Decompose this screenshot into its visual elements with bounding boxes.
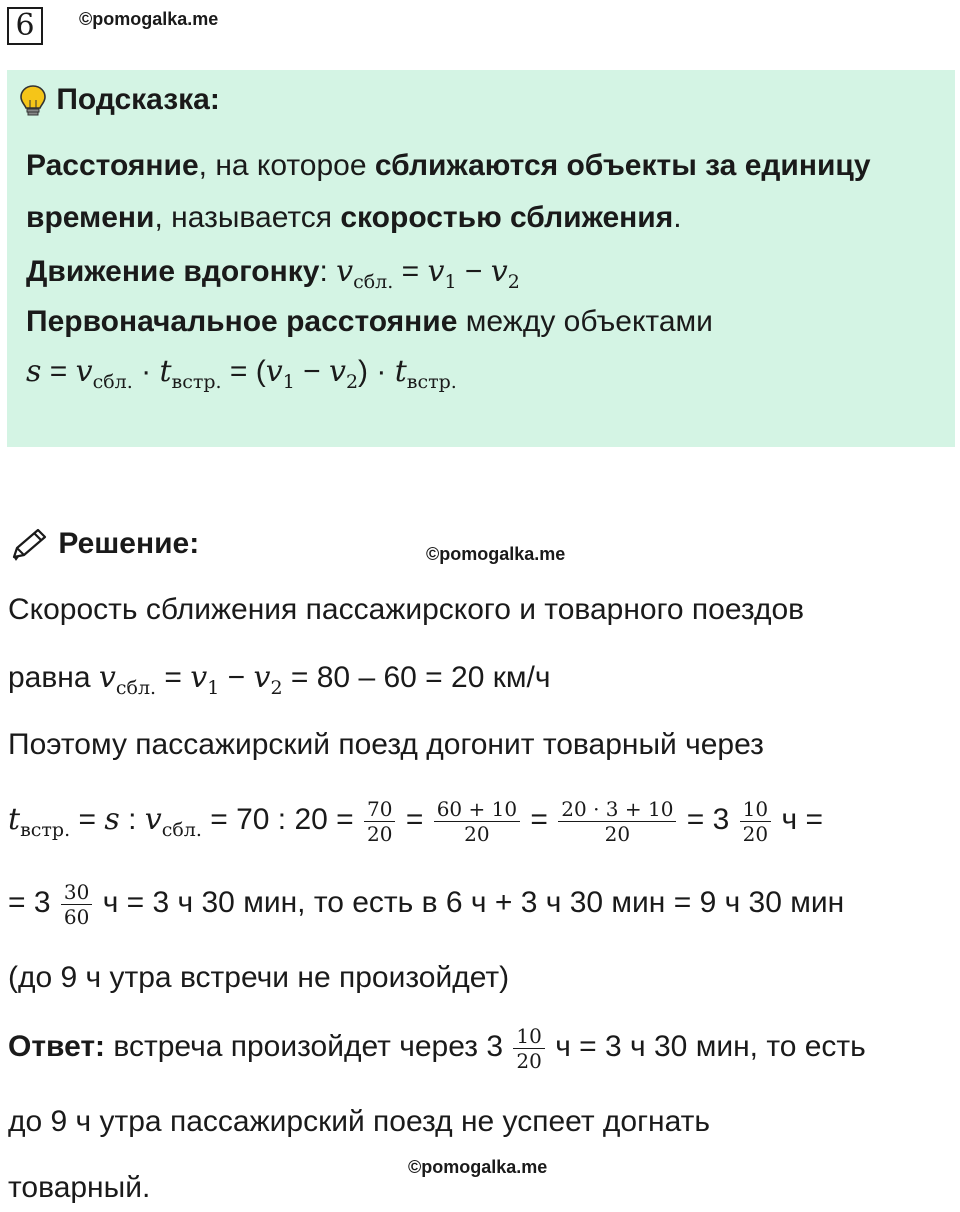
watermark-middle: ©pomogalka.me xyxy=(426,544,566,564)
answer-line-2: до 9 ч утра пассажирский поезд не успеет догнать xyxy=(8,1105,710,1138)
hint-title-text: Подсказка: xyxy=(56,83,220,116)
solution-line-6: (до 9 ч утра встречи не произойдет) xyxy=(8,961,510,994)
hint-line-4: Первоначальное расстояние между объектами xyxy=(26,305,713,338)
solution-line-5: = 3 $\frac{30}{60}$ ч = 3 ч 30 мин, то есть в 6 ч + 3 ч 30 мин = 9 ч 30 мин xyxy=(8,879,845,929)
watermark-bottom: ©pomogalka.me xyxy=(408,1157,548,1177)
task-number: 6 xyxy=(7,7,43,45)
solution-title xyxy=(8,524,199,564)
hint-formula: $s = v_{сбл.} \cdot t_{встр.} = (v_1 - v_2) \cdot t_{встр.}$ xyxy=(26,354,457,393)
watermark-top: ©pomogalka.me xyxy=(79,9,219,29)
solution-line-3: Поэтому пассажирский поезд догонит товарный через xyxy=(8,728,764,761)
fraction-10-20: $\frac{10}{20}$ xyxy=(740,797,771,846)
hint-box xyxy=(7,70,955,447)
answer-line-3: товарный. xyxy=(8,1171,151,1204)
lightbulb-icon xyxy=(18,84,48,118)
solution-title-text: Решение: xyxy=(58,527,200,560)
solution-line-1: Скорость сближения пассажирского и товарного поездов xyxy=(8,593,805,626)
fraction-60-10-20: $\frac{60 + 10}{20}$ xyxy=(434,797,520,846)
fraction-70-20: $\frac{70}{20}$ xyxy=(364,797,395,846)
fraction-20-3-10-20: $\frac{20 \cdot 3 + 10}{20}$ xyxy=(558,797,676,846)
solution-line-2: равна $v_{сбл.} = v_1 - v_2 = 80 - 60 = 20$ км/ч xyxy=(8,660,551,699)
pencil-icon xyxy=(8,527,50,563)
answer-line-1: Ответ: встреча произойдет через 3 $\frac{10}{20}$ ч = 3 ч 30 мин, то есть xyxy=(8,1023,866,1073)
solution-line-4: $t_{встр.} = s$ : $v_{сбл.} = 70$ : 20 = $\frac{70}{20}$ = $\frac{60 + 10}{20}$ = $\frac{20 \cdot 3 + 10}{20}$ = 3 $\frac{10}{20}$ ч = xyxy=(8,796,823,846)
hint-title xyxy=(18,80,220,120)
fraction-answer-10-20: $\frac{10}{20}$ xyxy=(513,1024,544,1073)
hint-line-2: времени, называется скоростью сближения. xyxy=(26,201,682,234)
hint-line-1: Расстояние, на которое сближаются объекты за единицу xyxy=(26,149,871,182)
fraction-30-60: $\frac{30}{60}$ xyxy=(61,880,92,929)
hint-line-3: Движение вдогонку: $v_{сбл.} = v_1 - v_2$ xyxy=(26,254,520,293)
